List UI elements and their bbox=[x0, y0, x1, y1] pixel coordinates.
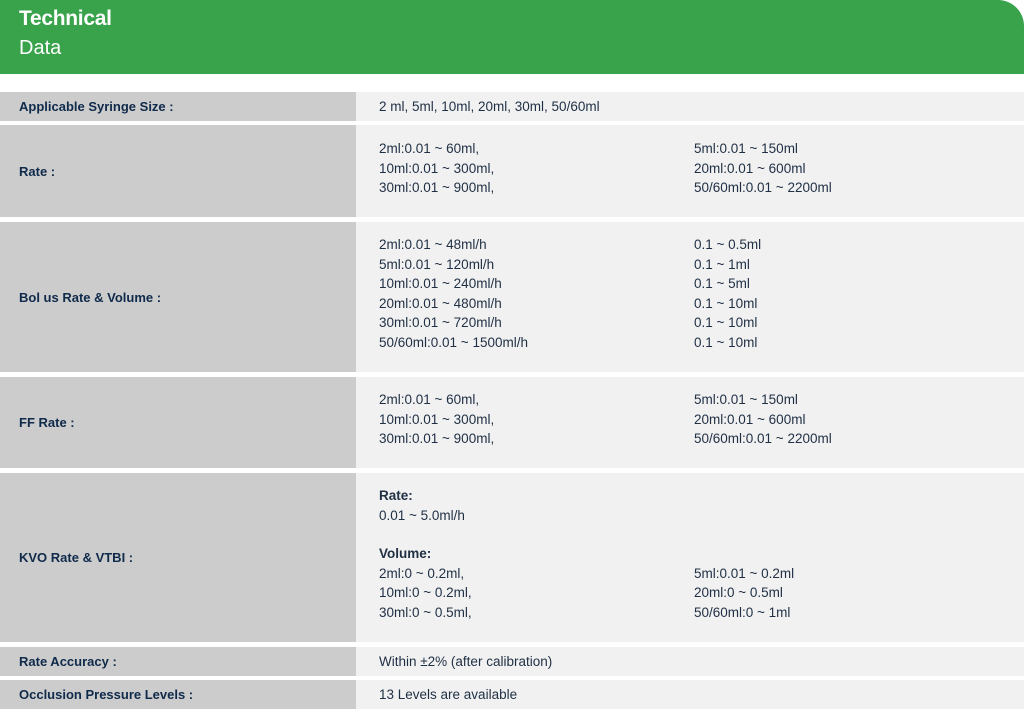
rate-col1-line: 10ml:0.01 ~ 300ml, bbox=[379, 160, 495, 176]
kvo-col2-line: 20ml:0 ~ 0.5ml bbox=[694, 585, 783, 600]
bolus-col1-line: 2ml:0.01 ~ 48ml/h bbox=[379, 237, 487, 252]
rate-accuracy-value: Within ±2% (after calibration) bbox=[379, 654, 553, 669]
kvo-col1-line: 2ml:0 ~ 0.2ml, bbox=[379, 565, 465, 581]
kvo-rate-heading: Rate: bbox=[379, 488, 413, 503]
ff-rate-label: FF Rate : bbox=[19, 415, 75, 430]
kvo-col2-line: 50/60ml:0 ~ 1ml bbox=[694, 604, 791, 620]
rate-col2-line: 5ml:0.01 ~ 150ml bbox=[694, 141, 798, 156]
rate-col1-line: 30ml:0.01 ~ 900ml, bbox=[379, 180, 495, 195]
ff-col1-line: 10ml:0.01 ~ 300ml, bbox=[379, 411, 495, 427]
rate-col2-line: 20ml:0.01 ~ 600ml bbox=[694, 160, 806, 176]
rate-col1 bbox=[379, 139, 494, 198]
row-rate-accuracy bbox=[0, 647, 1024, 676]
bolus-col2 bbox=[694, 235, 761, 352]
ff-col1-line: 30ml:0.01 ~ 900ml, bbox=[379, 431, 495, 446]
syringe-size-value: 2 ml, 5ml, 10ml, 20ml, 30ml, 50/60ml bbox=[379, 99, 600, 114]
row-label bbox=[0, 473, 356, 642]
row-value bbox=[356, 222, 1024, 372]
row-label bbox=[0, 377, 356, 468]
row-value bbox=[356, 680, 1024, 709]
bolus-col2-line: 0.1 ~ 10ml bbox=[694, 315, 758, 330]
row-value bbox=[356, 377, 1024, 468]
kvo-volume-col1 bbox=[379, 544, 472, 622]
bolus-col1-line: 10ml:0.01 ~ 240ml/h bbox=[379, 276, 502, 291]
kvo-col1-line: 30ml:0 ~ 0.5ml, bbox=[379, 604, 472, 620]
ff-col1 bbox=[379, 390, 494, 449]
row-rate bbox=[0, 125, 1024, 217]
row-value bbox=[356, 125, 1024, 217]
row-label bbox=[0, 125, 356, 217]
ff-col2 bbox=[694, 390, 832, 449]
rate-col1-line: 2ml:0.01 ~ 60ml, bbox=[379, 141, 480, 156]
row-ff-rate bbox=[0, 377, 1024, 468]
bolus-col1-line: 20ml:0.01 ~ 480ml/h bbox=[379, 295, 502, 311]
kvo-rate-block bbox=[379, 486, 465, 525]
rate-col2-line: 50/60ml:0.01 ~ 2200ml bbox=[694, 180, 832, 195]
row-syringe-size bbox=[0, 92, 1024, 121]
row-kvo bbox=[0, 473, 1024, 642]
header-banner bbox=[0, 0, 1024, 74]
ff-col2-line: 5ml:0.01 ~ 150ml bbox=[694, 392, 798, 407]
bolus-col2-line: 0.1 ~ 10ml bbox=[694, 334, 758, 350]
header-title-line2: Data bbox=[19, 37, 62, 59]
kvo-rate-value: 0.01 ~ 5.0ml/h bbox=[379, 507, 465, 523]
row-label bbox=[0, 222, 356, 372]
row-label bbox=[0, 92, 356, 121]
bolus-col2-line: 0.1 ~ 10ml bbox=[694, 295, 758, 311]
bolus-col2-line: 0.1 ~ 0.5ml bbox=[694, 237, 762, 252]
bolus-label: Bol us Rate & Volume : bbox=[19, 289, 162, 305]
bolus-col2-line: 0.1 ~ 1ml bbox=[694, 256, 750, 272]
rate-col2 bbox=[694, 139, 832, 198]
bolus-col2-line: 0.1 ~ 5ml bbox=[694, 276, 750, 291]
row-value bbox=[356, 647, 1024, 676]
header-title-line1: Technical bbox=[19, 7, 112, 30]
occlusion-label: Occlusion Pressure Levels : bbox=[19, 687, 194, 702]
bolus-col1-line: 50/60ml:0.01 ~ 1500ml/h bbox=[379, 334, 528, 350]
kvo-label: KVO Rate & VTBI : bbox=[19, 550, 134, 565]
kvo-col2-line: 5ml:0.01 ~ 0.2ml bbox=[694, 565, 795, 581]
row-label bbox=[0, 680, 356, 709]
ff-col1-line: 2ml:0.01 ~ 60ml, bbox=[379, 392, 480, 407]
row-label bbox=[0, 647, 356, 676]
bolus-col1-line: 5ml:0.01 ~ 120ml/h bbox=[379, 256, 495, 272]
ff-col2-line: 20ml:0.01 ~ 600ml bbox=[694, 411, 806, 427]
kvo-volume-heading: Volume: bbox=[379, 546, 432, 561]
row-occlusion bbox=[0, 680, 1024, 709]
ff-col2-line: 50/60ml:0.01 ~ 2200ml bbox=[694, 431, 832, 446]
rate-accuracy-label: Rate Accuracy : bbox=[19, 654, 117, 669]
bolus-col1 bbox=[379, 235, 528, 352]
row-bolus bbox=[0, 222, 1024, 372]
kvo-volume-col2 bbox=[694, 564, 794, 623]
row-value bbox=[356, 92, 1024, 121]
occlusion-value: 13 Levels are available bbox=[379, 687, 518, 702]
kvo-col1-line: 10ml:0 ~ 0.2ml, bbox=[379, 585, 472, 600]
syringe-size-label: Applicable Syringe Size : bbox=[19, 99, 174, 114]
rate-label: Rate : bbox=[19, 163, 56, 179]
bolus-col1-line: 30ml:0.01 ~ 720ml/h bbox=[379, 315, 502, 330]
row-value bbox=[356, 473, 1024, 642]
